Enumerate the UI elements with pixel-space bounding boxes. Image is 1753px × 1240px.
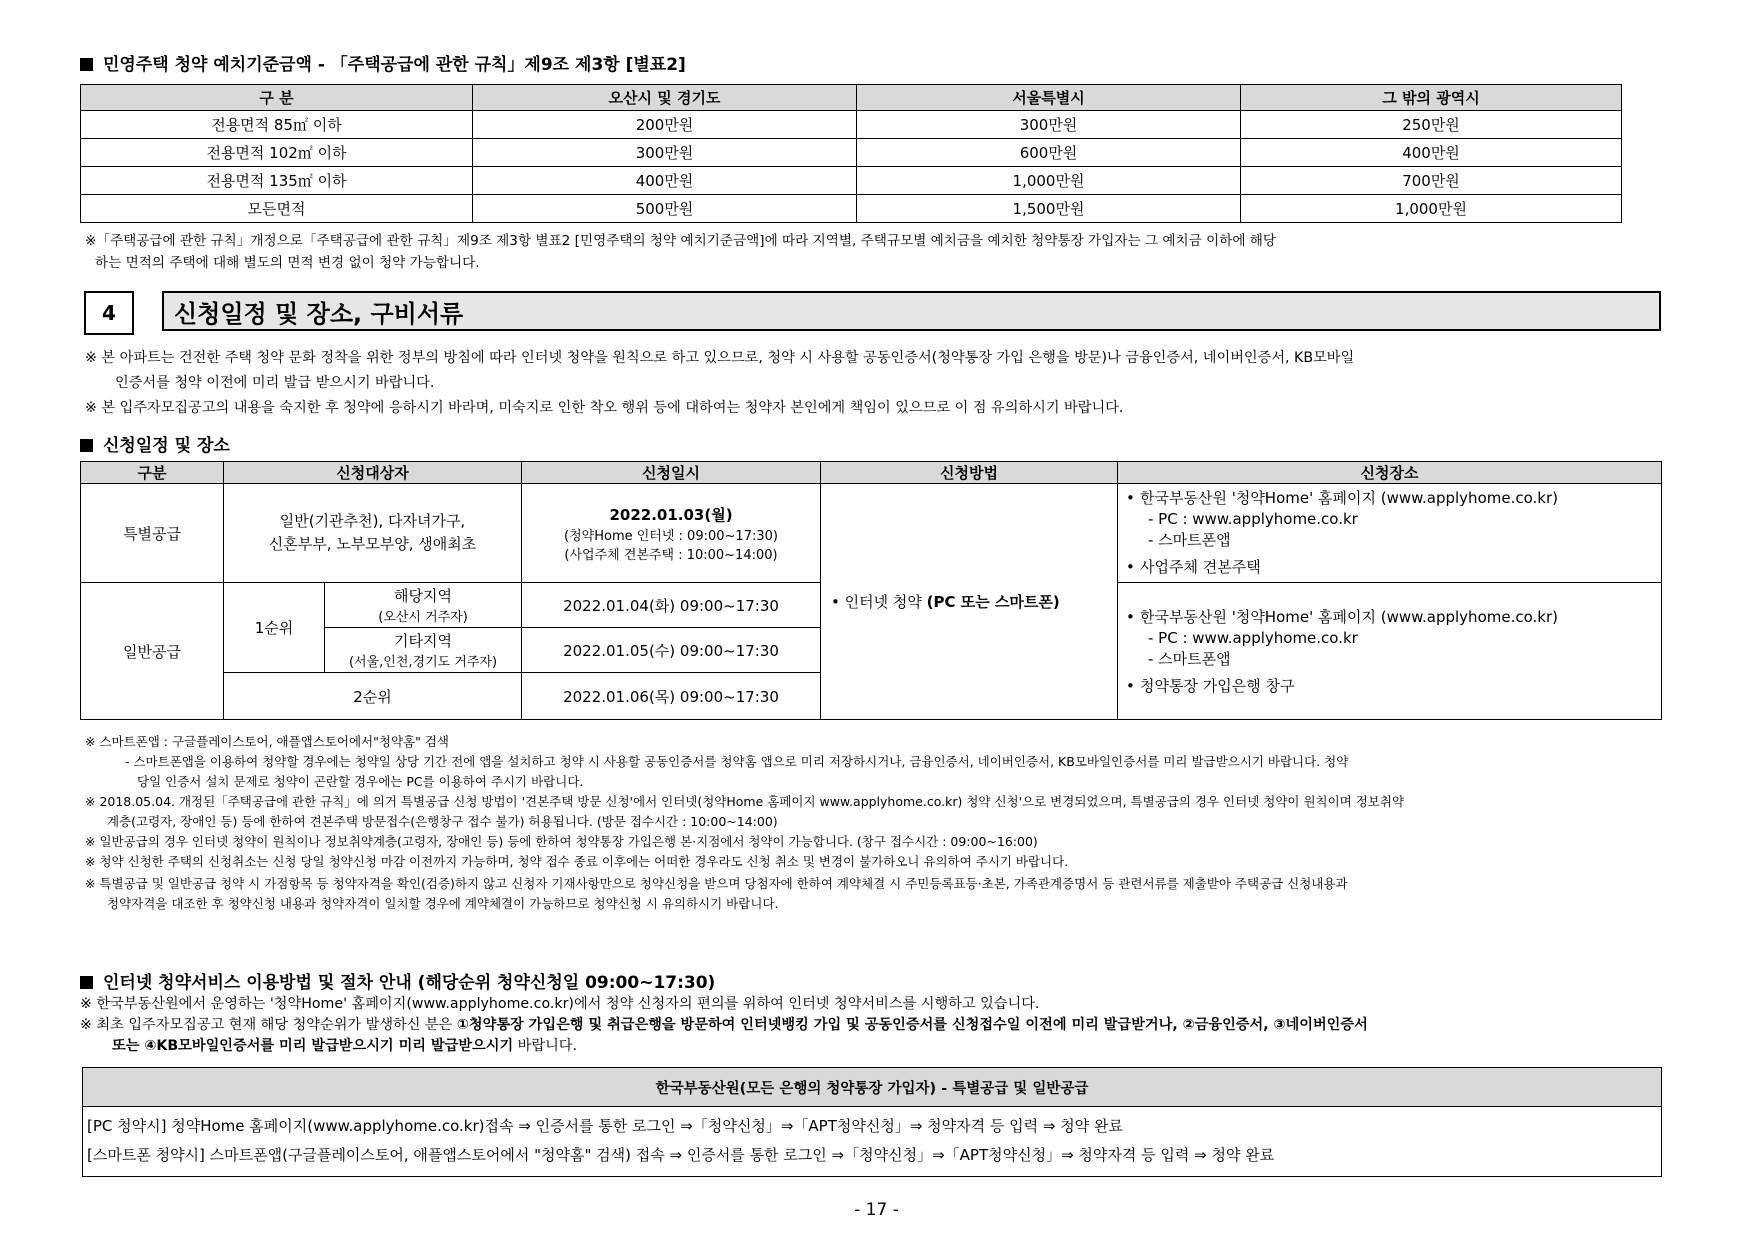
table-header-row: 구분 신청대상자 신청일시 신청방법 신청장소 xyxy=(81,462,1662,484)
table-row: 모든면적 500만원 1,500만원 1,000만원 xyxy=(81,195,1622,223)
table-row: 전용면적 135㎡ 이하 400만원 1,000만원 700만원 xyxy=(81,167,1622,195)
deposit-table xyxy=(80,84,1622,223)
header-cell: 오산시 및 경기도 xyxy=(473,85,857,111)
header-cell: 서울특별시 xyxy=(857,85,1241,111)
special-supply-row: 특별공급 일반(기관추천), 다자녀가구, 신혼부부, 노부모부양, 생애최초 2022.01.03(월) (청약Home 인터넷 : 09:00~17:30) (사업주체 견본주택 : 10:00~14:00) • 인터넷 청약 (PC 또는 스마트폰) • 한국부동산원 '청약Home' 홈페이지 (www.applyhome.co.kr) - PC : www.applyhome.co.kr - 스마트폰앱 • 사업주체 견본주택 xyxy=(81,484,1662,583)
schedule-notes: ※ 스마트폰앱 : 구글플레이스토어, 애플앱스토어에서"청약홈" 검색 - 스마트폰앱을 이용하여 청약할 경우에는 청약일 상당 기간 전에 앱을 설치하고 청약 시 사용할 공동인증서를 청약홈 앱으로 미리 저장하시거나, 금융인증서, 네이버인증서, KB모바일인증서를 미리 발급받으시기 바랍니다. 청약 당일 인증서 설치 문제로 청약이 곤란할 경우에는 PC를 이용하여 주시기 바랍니다. ※ 2018.05.04. 개정된「주택공급에 관한 규칙」에 의거 특별공급 신청 방법이 '견본주택 방문 신청'에서 인터넷(청약Home 홈페이지 www.applyhome.co.kr) 청약 신청'으로 변경되었으며, 특별공급의 경우 인터넷 청약이 원칙이며 정보취약 계층(고령자, 장애인 등) 등에 한하여 견본주택 방문접수(은행창구 접수 불가) 허용됩니다. (방문 접수시간 : 10:00~14:00) ※ 일반공급의 경우 인터넷 청약이 원칙이나 정보취약계층(고령자, 장애인 등) 등에 한하여 청약통장 가입은행 본·지점에서 청약이 가능합니다. (창구 접수시간 : 09:00~16:00) ※ 청약 신청한 주택의 신청취소는 신청 당일 청약신청 마감 이전까지 가능하며, 청약 접수 종료 이후에는 어떠한 경우라도 신청 취소 및 변경이 불가하오니 유의하여 주시기 바랍니다. ※ 특별공급 및 일반공급 청약 시 가점항목 등 청약자격을 확인(검증)하지 않고 신청자 기재사항만으로 청약신청을 받으며 당첨자에 한하여 계약체결 시 주민등록표등·초본, 가족관계증명서 등 관련서류를 제출받아 주택공급 신청내용과 청약자격을 대조한 후 청약신청 내용과 청약자격이 일치할 경우에 계약체결이 가능하므로 청약신청 시 유의하시기 바랍니다. xyxy=(85,734,1405,911)
general-supply-row: 기타지역 (서울,인천,경기도 거주자) 2022.01.05(수) 09:00~17:30 xyxy=(81,628,1662,673)
header-cell: 그 밖의 광역시 xyxy=(1241,85,1622,111)
general-supply-row: 일반공급 1순위 해당지역 (오산시 거주자) 2022.01.04(화) 09:00~17:30 • 한국부동산원 '청약Home' 홈페이지 (www.applyhome.co.kr) - PC : www.applyhome.co.kr - 스마트폰앱 • 청약통장 가입은행 창구 xyxy=(81,583,1662,628)
internet-section-title: 인터넷 청약서비스 이용방법 및 절차 안내 (해당순위 청약신청일 09:00~17:30) xyxy=(80,968,715,993)
square-bullet-icon xyxy=(80,58,93,71)
deposit-note: ※「주택공급에 관한 규칙」개정으로「주택공급에 관한 규칙」제9조 제3항 별표2 [민영주택의 청약 예치기준금액]에 따라 지역별, 주택규모별 예치금을 예치한 청약통장 가입자는 그 예치금 이하에 해당 하는 면적의 주택에 대해 별도의 면적 변경 없이 청약 가능합니다. xyxy=(85,233,1277,271)
list-item: • 한국부동산원 '청약Home' 홈페이지 (www.applyhome.co.kr) xyxy=(1126,607,1653,628)
square-bullet-icon xyxy=(80,439,93,452)
chapter-notes: ※ 본 아파트는 건전한 주택 청약 문화 정착을 위한 정부의 방침에 따라 인터넷 청약을 원칙으로 하고 있으므로, 청약 시 사용할 공동인증서(청약통장 가입 은행을 방문)나 금융인증서, 네이버인증서, KB모바일 인증서를 청약 이전에 미리 발급 받으시기 바랍니다. ※ 본 입주자모집공고의 내용을 숙지한 후 청약에 응하시기 바라며, 미숙지로 인한 착오 행위 등에 대하여는 청약자 본인에게 책임이 있으므로 이 점 유의하시기 바랍니다. xyxy=(85,350,1355,416)
table-row: 전용면적 102㎡ 이하 300만원 600만원 400만원 xyxy=(81,139,1622,167)
procedure-box-title: 한국부동산원(모든 은행의 청약통장 가입자) - 특별공급 및 일반공급 xyxy=(83,1068,1661,1107)
square-bullet-icon xyxy=(80,976,93,989)
internet-notes: ※ 한국부동산원에서 운영하는 '청약Home' 홈페이지(www.applyhome.co.kr)에서 청약 신청자의 편의를 위하여 인터넷 청약서비스를 시행하고 있습니다. ※ 최초 입주자모집공고 현재 해당 청약순위가 발생하신 분은 ①청약통장 가입은행 및 취급은행을 방문하여 인터넷뱅킹 가입 및 공동인증서를 신청접수일 이전에 미리 발급받거나, ②금융인증서, ③네이버인증서 또는 ④KB모바일인증서를 미리 발급받으시기 미리 발급받으시기 바랍니다. xyxy=(80,996,1368,1054)
chapter-number: 4 xyxy=(84,291,134,335)
mobile-procedure: [스마트폰 청약시] 스마트폰앱(구글플레이스토어, 애플앱스토어에서 "청약홈" 검색) 접속 ⇒ 인증서를 통한 로그인 ⇒「청약신청」⇒「APT청약신청」⇒ 청약자격 등 입력 ⇒ 청약 완료 xyxy=(87,1146,1275,1164)
deposit-section-title: 민영주택 청약 예치기준금액 - 「주택공급에 관한 규칙」제9조 제3항 [별표2] xyxy=(80,50,686,75)
list-item: • 청약통장 가입은행 창구 xyxy=(1126,676,1653,697)
pc-procedure: [PC 청약시] 청약Home 홈페이지(www.applyhome.co.kr)접속 ⇒ 인증서를 통한 로그인 ⇒「청약신청」⇒「APT청약신청」⇒ 청약자격 등 입력 ⇒ 청약 완료 xyxy=(87,1117,1123,1135)
list-item: • 한국부동산원 '청약Home' 홈페이지 (www.applyhome.co.kr) xyxy=(1126,488,1653,509)
method-cell: • 인터넷 청약 (PC 또는 스마트폰) xyxy=(821,484,1118,720)
schedule-table xyxy=(80,461,1662,720)
chapter-title: 신청일정 및 장소, 구비서류 xyxy=(162,291,1661,331)
general-supply-row: 2순위 2022.01.06(목) 09:00~17:30 xyxy=(81,673,1662,720)
schedule-section-title: 신청일정 및 장소 xyxy=(80,431,230,456)
page-number: - 17 - xyxy=(854,1200,899,1220)
procedure-box xyxy=(82,1067,1662,1177)
table-row: 전용면적 85㎡ 이하 200만원 300만원 250만원 xyxy=(81,111,1622,139)
header-cell: 구 분 xyxy=(81,85,473,111)
list-item: • 사업주체 견본주택 xyxy=(1126,557,1653,578)
table-header-row xyxy=(81,85,1622,111)
